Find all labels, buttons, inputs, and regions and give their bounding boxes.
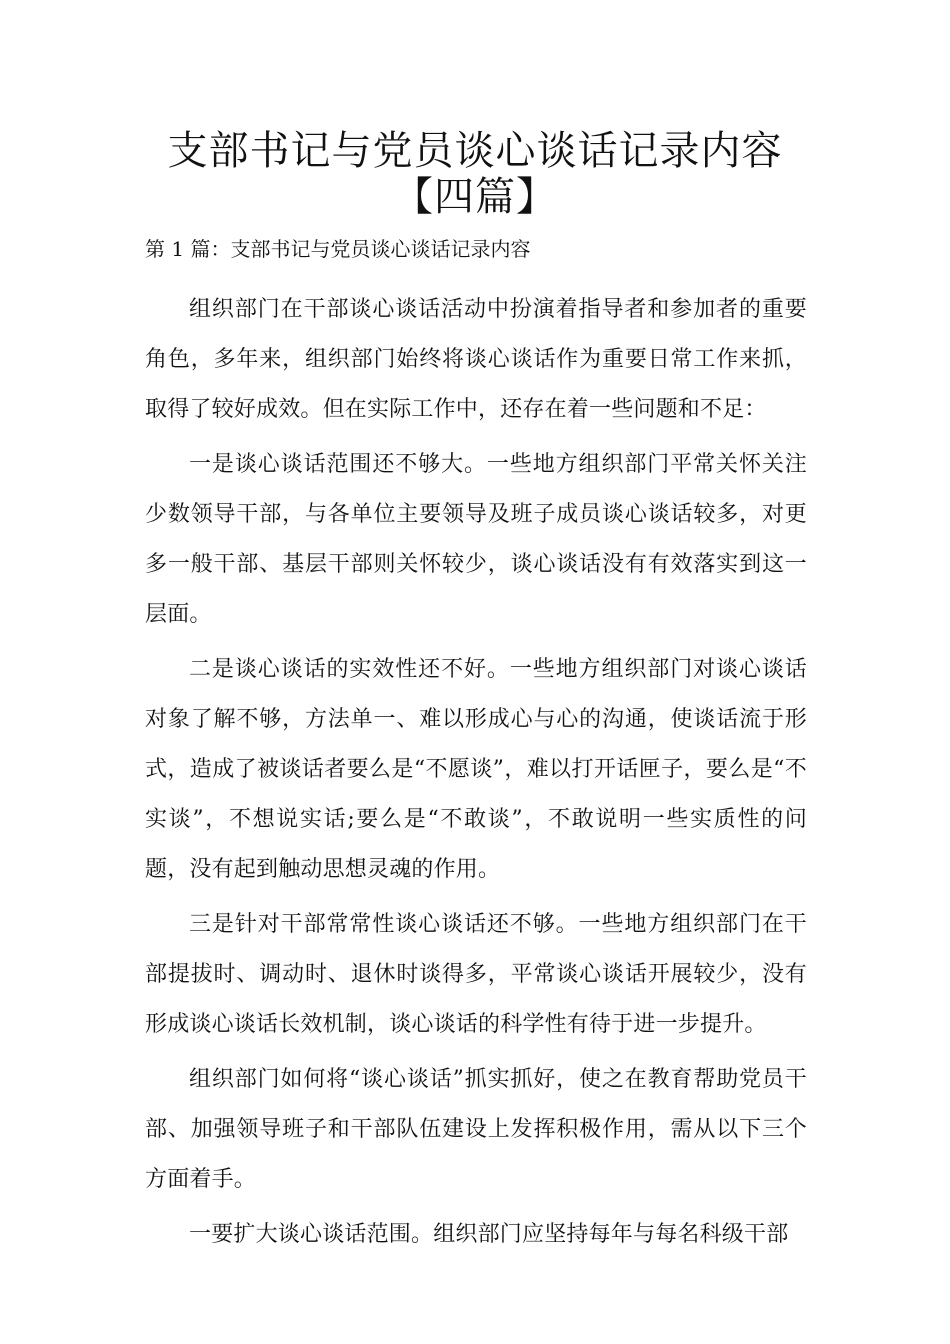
document-title: 支部书记与党员谈心谈话记录内容【四篇】 [167, 128, 783, 220]
section-heading: 第 1 篇：支部书记与党员谈心谈话记录内容 [145, 237, 531, 261]
paragraph-6: 一要扩大谈心谈话范围。组织部门应坚持每年与每名科级干部 [189, 1222, 789, 1247]
paragraph-3: 二是谈心谈话的实效性还不好。一些地方组织部门对谈心谈话对象了解不够，方法单一、难以形成心与心的沟通，使谈话流于形式，造成了被谈话者要么是“不愿谈”，难以打开话匣子，要么是“不实谈”，不想说实话;要么是“不敢谈”，不敢说明一些实质性的问题，没有起到触动思想灵魂的作用。 [145, 657, 807, 882]
paragraph-2: 一是谈心谈话范围还不够大。一些地方组织部门平常关怀关注少数领导干部，与各单位主要领导及班子成员谈心谈话较多，对更多一般干部、基层干部则关怀较少，谈心谈话没有有效落实到这一层面。 [145, 452, 807, 627]
document-body [145, 285, 807, 1265]
paragraph-1: 组织部门在干部谈心谈话活动中扮演着指导者和参加者的重要角色，多年来，组织部门始终将谈心谈话作为重要日常工作来抓，取得了较好成效。但在实际工作中，还存在着一些问题和不足： [145, 297, 807, 422]
paragraph-5: 组织部门如何将“谈心谈话”抓实抓好，使之在教育帮助党员干部、加强领导班子和干部队伍建设上发挥积极作用，需从以下三个方面着手。 [145, 1067, 807, 1192]
paragraph-4: 三是针对干部常常性谈心谈话还不够。一些地方组织部门在干部提拔时、调动时、退休时谈得多，平常谈心谈话开展较少，没有形成谈心谈话长效机制，谈心谈话的科学性有待于进一步提升。 [145, 912, 807, 1037]
